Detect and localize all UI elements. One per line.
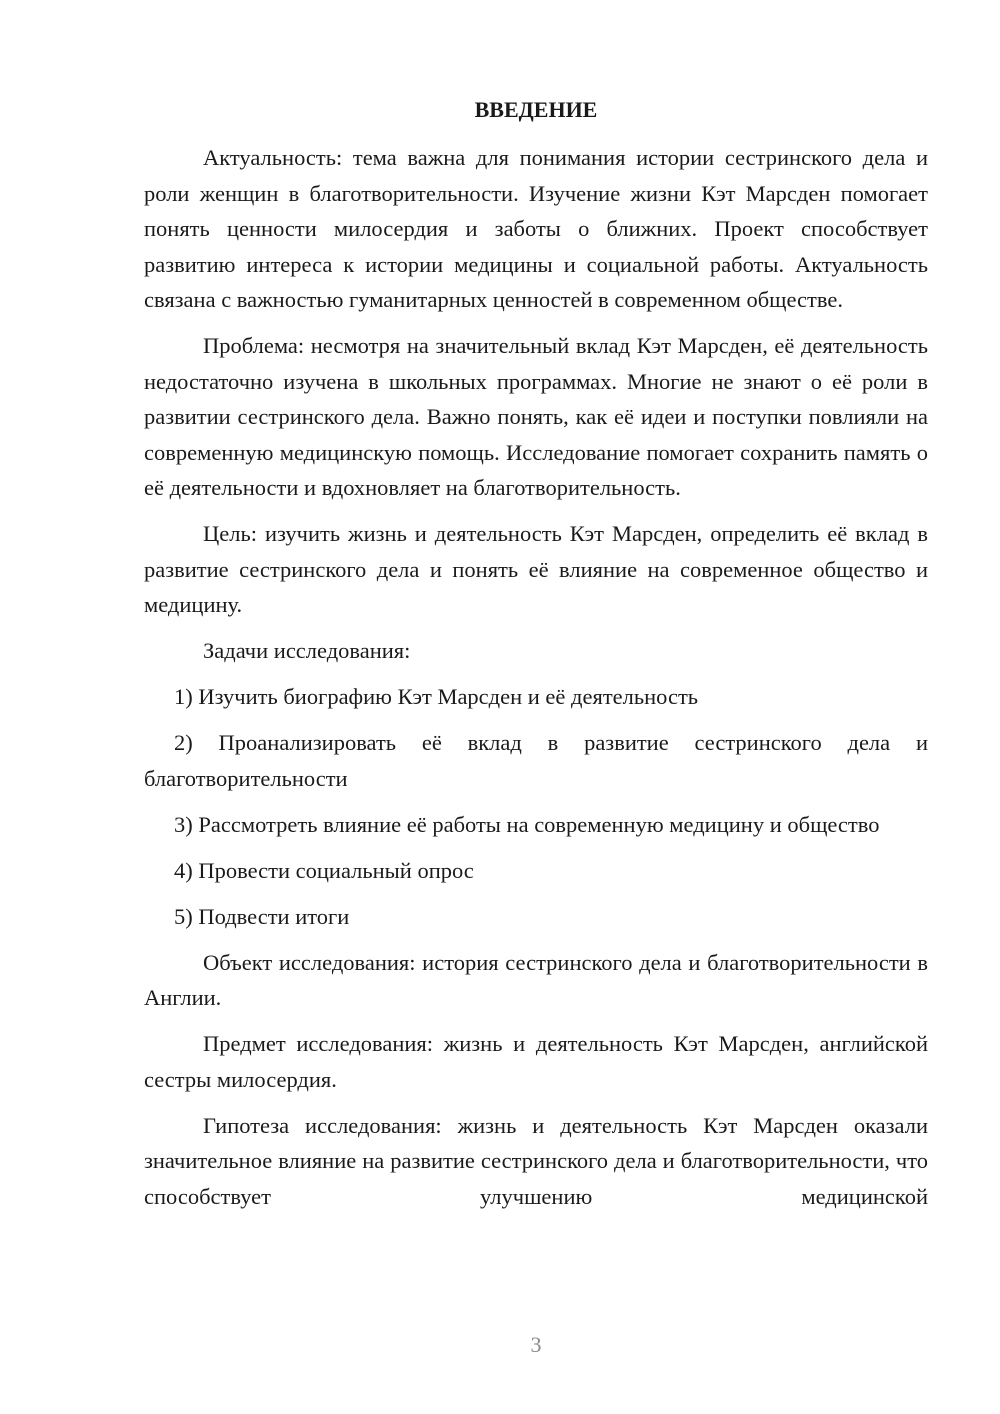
task-item: 5) Подвести итоги — [174, 903, 350, 929]
subject-paragraph: Предмет исследования: жизнь и деятельность Кэт Марсден, английской сестры милосердия. — [144, 1031, 928, 1092]
task-item: 1) Изучить биографию Кэт Марсден и её деятельность — [174, 684, 699, 709]
tasks-heading: Задачи исследования: — [203, 638, 411, 663]
task-item: 3) Рассмотреть влияние её работы на современную медицину и общество — [174, 811, 880, 837]
page-number: 3 — [530, 1332, 542, 1357]
task-item: 2) Проанализировать её вклад в развитие сестринского дела и благотворительности — [144, 730, 928, 791]
section-heading: ВВЕДЕНИЕ — [474, 97, 598, 122]
task-item: 4) Провести социальный опрос — [174, 857, 474, 883]
goal-paragraph: Цель: изучить жизнь и деятельность Кэт Марсден, определить её вклад в развитие сестринского дела и понять её влияние на современное общество и медицину. — [144, 521, 928, 617]
object-paragraph: Объект исследования: история сестринского дела и благотворительности в Англии. — [144, 949, 928, 1010]
relevance-paragraph: Актуальность: тема важна для понимания истории сестринского дела и роли женщин в благотворительности. Изучение жизни Кэт Марсден помогает понять ценности милосердия и заботы о ближних. Проект способствует развитию интереса к истории медицины и социальной работы. Актуальность связана с важностью гуманитарных ценностей в современном обществе. — [144, 145, 928, 312]
problem-paragraph: Проблема: несмотря на значительный вклад Кэт Марсден, её деятельность недостаточно изучена в школьных программах. Многие не знают о её роли в развитии сестринского дела. Важно понять, как её идеи и поступки повлияли на современную медицинскую помощь. Исследование помогает сохранить память о её деятельности и вдохновляет на благотворительность. — [144, 333, 928, 500]
page-body — [144, 92, 928, 1214]
hypothesis-paragraph: Гипотеза исследования: жизнь и деятельность Кэт Марсден оказали значительное влияние на развитие сестринского дела и благотворительности, что способствует улучшению медицинской — [144, 1112, 928, 1209]
